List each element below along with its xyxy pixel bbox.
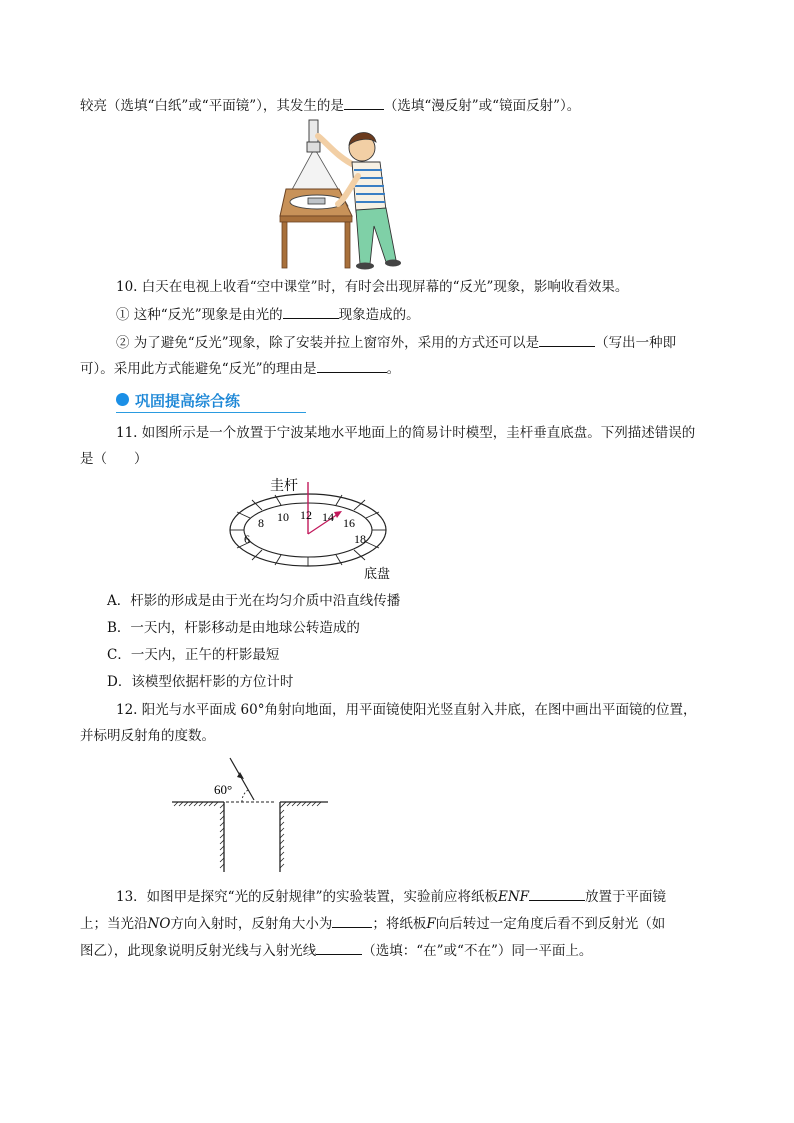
- section-title: 巩固提高综合练: [135, 392, 241, 410]
- hour-10: 10: [277, 510, 289, 524]
- q12-stem-2: 并标明反射角的度数。: [80, 728, 215, 744]
- q9-tail-line: 较亮（选填“白纸”或“平面镜”），其发生的是 （选填“漫反射”或“镜面反射”）。: [80, 95, 580, 115]
- hour-12: 12: [300, 508, 312, 522]
- q10-blank-1[interactable]: [283, 304, 339, 319]
- q13-blank-1[interactable]: [529, 886, 585, 901]
- hour-8: 8: [258, 516, 264, 530]
- q10-sub2: ② 为了避免“反光”现象，除了安装并拉上窗帘外，采用的方式还可以是 （写出一种即: [116, 332, 676, 352]
- q13-line-1: 13．如图甲是探究“光的反射规律”的实验装置，实验前应将纸板ENF 放置于平面镜: [116, 886, 666, 906]
- section-dot-icon: [116, 393, 129, 406]
- q11-option-c[interactable]: C．一天内，正午的杆影最短: [107, 647, 280, 663]
- angle-label: 60°: [214, 782, 233, 797]
- q10-sub1: ① 这种“反光”现象是由光的 现象造成的。: [116, 304, 420, 324]
- q11-stem-2: 是（ ）: [80, 451, 148, 467]
- flashlight-illustration: [278, 118, 402, 272]
- pan-label: 底盘: [364, 566, 391, 581]
- gan-label: 圭杆: [270, 479, 298, 494]
- q10-sub2-cont: 可）。采用此方式能避免“反光”的理由是 。: [80, 358, 400, 378]
- q13-line-2: 上；当光沿NO方向入射时，反射角大小为 ；将纸板F向后转过一定角度后看不到反射光（如: [80, 913, 665, 933]
- section-header: [116, 390, 306, 413]
- hour-6: 6: [244, 532, 250, 546]
- q11-stem-1: 11. 如图所示是一个放置于宁波某地水平地面上的简易计时模型，圭杆垂直底盘。下列描述错误的: [116, 425, 696, 441]
- well-figure[interactable]: [166, 752, 336, 877]
- q11-option-d[interactable]: D．该模型依据杆影的方位计时: [107, 674, 294, 690]
- q10-blank-3[interactable]: [317, 358, 387, 373]
- q9-blank[interactable]: [344, 95, 384, 110]
- q10-blank-2[interactable]: [539, 332, 595, 347]
- q12-stem-1: 12. 阳光与水平面成 60°角射向地面，用平面镜使阳光竖直射入井底，在图中画出平面镜的位置，: [116, 702, 697, 718]
- q11-option-b[interactable]: B．一天内，杆影移动是由地球公转造成的: [107, 620, 360, 636]
- q13-line-3: 图乙），此现象说明反射光线与入射光线 （选填：“在”或“不在”）同一平面上。: [80, 940, 592, 960]
- hour-16: 16: [343, 516, 355, 530]
- sundial-figure: [226, 474, 406, 584]
- q13-blank-2[interactable]: [332, 913, 372, 928]
- hour-18: 18: [354, 532, 366, 546]
- hour-14: 14: [322, 510, 334, 524]
- q13-blank-3[interactable]: [316, 940, 362, 955]
- q11-option-a[interactable]: A．杆影的形成是由于光在均匀介质中沿直线传播: [107, 593, 401, 609]
- q10-stem: 10. 白天在电视上收看“空中课堂”时，有时会出现屏幕的“反光”现象，影响收看效果。: [116, 279, 629, 295]
